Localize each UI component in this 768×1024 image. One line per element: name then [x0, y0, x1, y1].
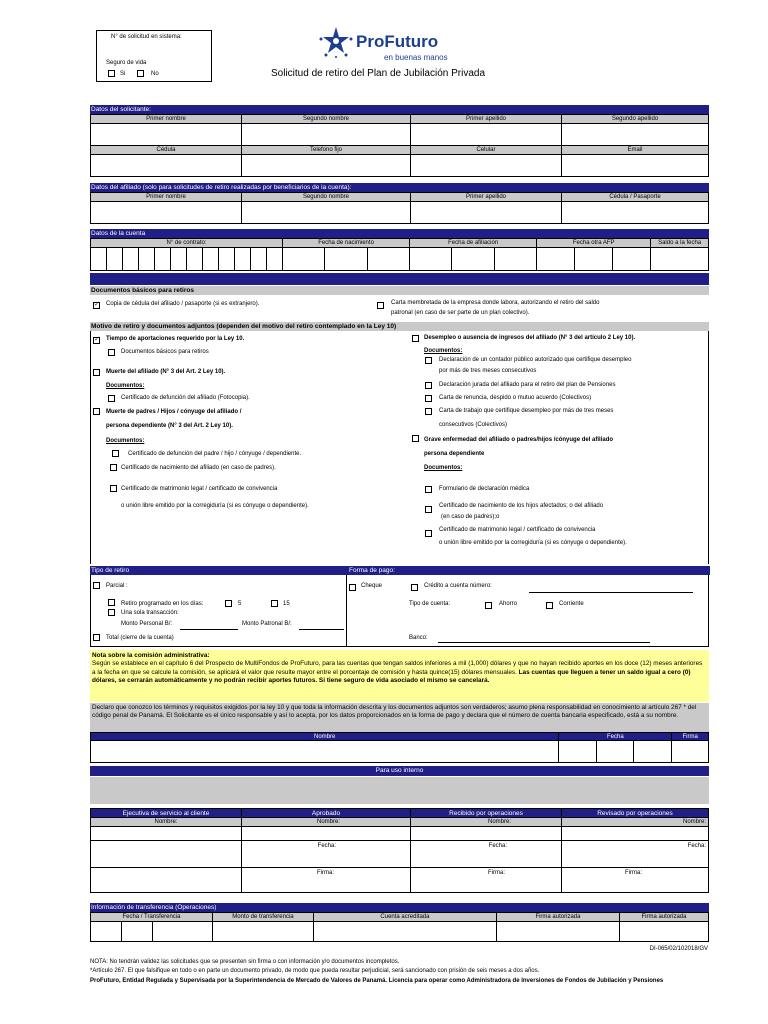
- footer-note: NOTA: No tendrán validez las solicitudes que se presenten sin firma o con información y/o documentos incompletos.: [90, 959, 400, 965]
- date-field[interactable]: [91, 851, 242, 868]
- affiliate-header: Cédula / Pasaporte: [562, 193, 709, 202]
- account-header: Fecha otra AFP: [537, 239, 651, 248]
- contract-digit-field[interactable]: [219, 248, 235, 271]
- reasons-box: [90, 331, 709, 564]
- marriage-cert-checkbox[interactable]: [110, 485, 117, 492]
- child-birth-cert-checkbox[interactable]: [425, 506, 432, 513]
- internal-approvals-table: [90, 808, 709, 893]
- declaration-name-header: Nombre: [91, 733, 559, 741]
- affiliate-id-field[interactable]: [562, 202, 709, 224]
- reasons-title: Motivo de retiro y documentos adjuntos (dependen del motivo del retiro contemplado en la Ley 10): [90, 322, 709, 331]
- checking-checkbox[interactable]: [546, 602, 553, 609]
- bank-field[interactable]: [438, 642, 650, 643]
- request-info-box: [96, 30, 212, 82]
- medical-form-label: Formulario de declaración médica: [439, 486, 530, 492]
- signature-field[interactable]: [411, 878, 562, 893]
- unemployment-checkbox[interactable]: [412, 335, 419, 342]
- resignation-letter-label: Carta de renuncia, despido o mutuo acuerdo (Colectivos): [439, 395, 592, 401]
- accountant-declaration-checkbox[interactable]: [425, 357, 432, 364]
- contract-digit-field[interactable]: [251, 248, 267, 271]
- admin-fee-title: Nota sobre la comisión administrativa:: [92, 652, 210, 659]
- name-field[interactable]: [91, 827, 242, 841]
- declaration-signature-field[interactable]: [672, 741, 709, 763]
- transfer-amount-field[interactable]: [212, 922, 313, 942]
- contributions-time-checkbox[interactable]: [93, 337, 100, 344]
- marriage-cert-label-1: Certificado de matrimonio legal / certificado de convivencia: [121, 486, 278, 492]
- account-header: Fecha de nacimiento: [283, 239, 410, 248]
- accountant-declaration-label-2: por más de tres meses consecutivos: [439, 368, 537, 374]
- date-field[interactable]: [562, 851, 709, 868]
- contract-digit-field[interactable]: [171, 248, 187, 271]
- parent-death-checkbox[interactable]: [93, 408, 100, 415]
- account-header: Saldo a la fecha: [651, 239, 709, 248]
- transfer-month-field[interactable]: [122, 922, 153, 942]
- birth-date-day-field[interactable]: [283, 248, 325, 271]
- basic-docs-reason-label: Documentos básicos para retiros: [121, 349, 209, 355]
- admin-fee-bold-text: Las cuentas que lleguen a tener un saldo igual a cero (0) dólares, se cerrarán automáticamente y no podrán recibir aportes futuros. Si tiene seguro de vida asociado el mismo se cancelará.: [92, 668, 691, 685]
- total-label: Total (cierre de la cuenta): [106, 635, 174, 641]
- footer-entity: ProFuturo, Entidad Regulada y Supervisada por la Superintendencia de Mercado de Valores de Panamá. Licencia para operar como Administradora de Inversiones de Fondos de Jubilación y Pensiones: [90, 978, 664, 984]
- marriage-cert-right-label-2: o unión libre emitido por la corregiduría (si es cónyuge o dependiente).: [439, 540, 627, 546]
- programmed-label: Retiro programado en los días:: [121, 601, 204, 607]
- withdrawal-type-title: Tipo de retiro: [90, 566, 347, 575]
- applicant-header: Telefono fijo: [242, 146, 411, 155]
- employer-amount-label: Monto Patronal B/:: [242, 621, 292, 627]
- child-birth-cert-label-1: Certificado de nacimiento de los hijos afectados; o del afiliado: [439, 503, 604, 509]
- payment-box: [346, 575, 709, 647]
- medical-form-checkbox[interactable]: [425, 486, 432, 493]
- work-letter-label-2: consecutivos (Colectivos): [439, 422, 508, 428]
- name-label: Nombre:: [411, 818, 562, 827]
- account-number-field[interactable]: [529, 592, 693, 593]
- death-cert-label: Certificado de defunción del afiliado (Fotocopia).: [121, 395, 250, 401]
- form-title: Solicitud de retiro del Plan de Jubilación Privada: [271, 68, 486, 79]
- parent-death-docs-label: Documentos:: [106, 438, 145, 444]
- name-field[interactable]: [562, 827, 709, 841]
- name-label: Nombre:: [242, 818, 411, 827]
- affiliation-date-day-field[interactable]: [410, 248, 452, 271]
- checking-label: Corriente: [559, 601, 584, 607]
- basic-docs-title: Documentos básicos para retiros: [90, 286, 709, 295]
- affiliation-date-month-field[interactable]: [452, 248, 494, 271]
- applicant-second-surname-field[interactable]: [562, 124, 709, 146]
- child-birth-cert-label-2: (en caso de padres);o: [441, 514, 500, 520]
- parent-death-label-2: persona dependiente (N° 3 del Art. 2 Ley 10).: [106, 423, 233, 429]
- declaration-date-header: Fecha: [559, 733, 672, 741]
- transfer-table: [90, 912, 709, 942]
- bank-label: Banco:: [409, 635, 428, 641]
- other-afp-date-day-field[interactable]: [537, 248, 575, 271]
- date-label: Fecha:: [562, 841, 709, 851]
- name-label: Nombre:: [562, 818, 709, 827]
- account-type-label: Tipo de cuenta:: [409, 601, 451, 607]
- applicant-header: Cédula: [91, 146, 242, 155]
- day-5-label: 5: [238, 601, 242, 607]
- sworn-statement-checkbox[interactable]: [425, 382, 432, 389]
- programmed-checkbox[interactable]: [108, 599, 115, 606]
- illness-checkbox[interactable]: [412, 435, 419, 442]
- brand-name: ProFuturo: [356, 32, 439, 51]
- contract-digit-field[interactable]: [203, 248, 219, 271]
- applicant-header: Email: [562, 146, 709, 155]
- unemployment-label: Desempleo o ausencia de ingresos del afiliado (N° 3 del artículo 2 Ley 10).: [424, 335, 636, 341]
- declaration-signature-header: Firma: [672, 733, 709, 741]
- company-letter-checkbox[interactable]: [377, 302, 384, 309]
- affiliate-header: Segundo nombre: [242, 193, 411, 202]
- other-afp-date-year-field[interactable]: [613, 248, 651, 271]
- resignation-letter-checkbox[interactable]: [425, 395, 432, 402]
- separator-bar: [90, 273, 709, 285]
- admin-fee-text: Según se establece en el capítulo 6 del Prospecto de MultiFondos de ProFuturo, para las cuentas que tengan saldos inferiores a mil (1,000) dólares y que no hayan recibido aportes en los doce (12) meses anteriores a la fecha en que se calcule la comisión, se aplicará el valor que resulte mayor entre el porcentaje de comisión y hasta quince(15) dólares mensuales.: [92, 660, 703, 676]
- transfer-header: Fecha / Transferencia: [91, 913, 213, 922]
- life-insurance-yes-checkbox[interactable]: [108, 70, 115, 77]
- contract-digit-field[interactable]: [155, 248, 171, 271]
- account-header: Fecha de afiliación: [410, 239, 537, 248]
- contract-digit-field[interactable]: [91, 248, 107, 271]
- cheque-label: Cheque: [361, 583, 383, 589]
- contract-digit-field[interactable]: [139, 248, 155, 271]
- profuturo-star-logo-icon: [318, 26, 354, 58]
- internal-use-title: Para uso interno: [90, 766, 709, 776]
- footer-article: *Artículo 267. El que falsifique en todo o en parte un documento privado, de modo que pueda resultar perjudicial, será sancionado con prisión de seis meses a dos años.: [90, 968, 540, 974]
- transfer-header: Monto de transferencia: [212, 913, 313, 922]
- transfer-header: Firma autorizada: [496, 913, 619, 922]
- no-label: No: [151, 71, 159, 77]
- transfer-day-field[interactable]: [91, 922, 122, 942]
- date-field[interactable]: [242, 851, 411, 868]
- affiliate-section-title: Datos del afiliado (solo para solicitudes de retiro realizadas por beneficiarios de la cuenta):: [90, 183, 709, 192]
- signature-field[interactable]: [562, 878, 709, 893]
- accountant-declaration-label-1: Declaración de un contador público autorizado que certifique desempleo: [439, 357, 632, 363]
- other-afp-date-month-field[interactable]: [575, 248, 613, 271]
- applicant-phone-field[interactable]: [242, 155, 411, 177]
- signature-label: Firma:: [411, 868, 562, 878]
- applicant-header: Primer nombre: [91, 115, 242, 124]
- transfer-year-field[interactable]: [153, 922, 213, 942]
- declaration-day-field[interactable]: [559, 741, 597, 763]
- credit-checkbox[interactable]: [411, 584, 418, 591]
- internal-column-header: Recibido por operaciones: [411, 809, 562, 818]
- transfer-header: Cuenta acreditada: [313, 913, 496, 922]
- applicant-second-name-field[interactable]: [242, 124, 411, 146]
- authorized-signature-field[interactable]: [619, 922, 708, 942]
- balance-field[interactable]: [651, 248, 709, 271]
- signature-label: Firma:: [242, 868, 411, 878]
- admin-fee-note: [90, 650, 709, 702]
- personal-amount-label: Monto Personal B/:: [121, 621, 173, 627]
- applicant-section-title: Datos del solicitante:: [90, 105, 709, 114]
- affiliate-header: Primer apellido: [411, 193, 562, 202]
- marriage-cert-label-2: o unión libre emitido por la corregiduría (si es cónyuge o dependiente).: [121, 503, 309, 509]
- applicant-id-field[interactable]: [91, 155, 242, 177]
- account-section-title: Datos de la cuenta: [90, 229, 709, 238]
- company-letter-label-1: Carta membretada de la empresa donde labora, autorizando el retiro del saldo: [391, 300, 600, 306]
- basic-docs-reason-checkbox[interactable]: [108, 349, 115, 356]
- internal-column-header: Aprobado: [242, 809, 411, 818]
- declaration-year-field[interactable]: [634, 741, 672, 763]
- illness-label-1: Grave enfermedad del afiliado o padres/hijos /cónyuge del afiliado: [424, 437, 614, 443]
- sworn-statement-label: Declaración jurada del afiliado para el retiro del plan de Pensiones: [439, 382, 616, 388]
- applicant-email-field[interactable]: [562, 155, 709, 177]
- savings-checkbox[interactable]: [485, 602, 492, 609]
- death-cert-checkbox[interactable]: [108, 395, 115, 402]
- declaration-text: Declaro que conozco los términos y requisitos exigidos por la ley 10 y que toda la información descrita y los documentos adjuntos son verdaderos; asumo plena responsabilidad en conocimiento al artículo 267 * del código penal de Panamá. El Solicitante es el único responsable y así lo acepta, por los datos proporcionados en la forma de pago y declara que el número de cuenta bancaria especificado, está a su nombre.: [90, 703, 709, 732]
- form-code: DI-065/02/102018/GV: [649, 946, 708, 952]
- affiliate-surname-field[interactable]: [411, 202, 562, 224]
- declaration-month-field[interactable]: [597, 741, 634, 763]
- death-label: Muerte del afiliado (N° 3 del Art. 2 Ley 10).: [106, 369, 226, 375]
- partial-label: Parcial :: [106, 583, 128, 589]
- day-15-checkbox[interactable]: [271, 600, 278, 607]
- single-transaction-label: Una sola transacción:: [121, 610, 179, 616]
- signature-field[interactable]: [91, 878, 242, 893]
- name-field[interactable]: [411, 827, 562, 841]
- birth-date-month-field[interactable]: [325, 248, 367, 271]
- illness-docs-label: Documentos:: [424, 465, 463, 471]
- date-label: Fecha:: [242, 841, 411, 851]
- work-letter-checkbox[interactable]: [425, 408, 432, 415]
- date-field[interactable]: [411, 851, 562, 868]
- transfer-header: Firma autorizada: [619, 913, 708, 922]
- work-letter-label-1: Carta de trabajo que certifique desempleo por más de tres meses: [439, 408, 614, 414]
- declaration-name-field[interactable]: [91, 741, 559, 763]
- illness-label-2: persona dependiente: [424, 451, 485, 457]
- total-checkbox[interactable]: [93, 634, 100, 641]
- personal-amount-field[interactable]: [180, 629, 238, 630]
- life-insurance-label: Seguro de vida: [106, 60, 147, 66]
- authorized-signature-field[interactable]: [496, 922, 619, 942]
- signature-label: Firma:: [562, 868, 709, 878]
- contract-digit-field[interactable]: [107, 248, 123, 271]
- parent-death-cert-checkbox[interactable]: [112, 450, 119, 457]
- internal-column-header: Revisado por operaciones: [562, 809, 709, 818]
- id-copy-checkbox[interactable]: [93, 302, 100, 309]
- single-transaction-checkbox[interactable]: [108, 609, 115, 616]
- death-checkbox[interactable]: [93, 369, 100, 376]
- contract-digit-field[interactable]: [267, 248, 283, 271]
- credited-account-field[interactable]: [313, 922, 496, 942]
- account-header: N° de contrato:: [91, 239, 283, 248]
- birth-date-year-field[interactable]: [367, 248, 409, 271]
- contract-digit-field[interactable]: [187, 248, 203, 271]
- parent-death-cert-label: Certificado de defunción del padre / hijo / cónyuge / dependiente.: [128, 451, 302, 457]
- affiliate-table: [90, 192, 709, 224]
- date-label: Fecha:: [411, 841, 562, 851]
- payment-method-title: Forma de pago:: [347, 566, 710, 575]
- contributions-time-label: Tiempo de aportaciones requerido por la Ley 10.: [106, 336, 245, 342]
- request-number-label: N° de solicitud en sistema:: [111, 34, 182, 40]
- savings-label: Ahorro: [499, 601, 518, 607]
- account-table: [90, 238, 709, 271]
- credit-label: Crédito a cuenta número:: [424, 583, 492, 589]
- life-insurance-no-checkbox[interactable]: [137, 70, 144, 77]
- name-field[interactable]: [242, 827, 411, 841]
- day-15-label: 15: [283, 601, 290, 607]
- internal-column-header: Ejecutiva de servicio al cliente: [91, 809, 242, 818]
- id-copy-label: Copia de cédula del afiliado / pasaporte (si es extranjero).: [106, 301, 260, 307]
- applicant-table: [90, 114, 709, 177]
- contract-digit-field[interactable]: [123, 248, 139, 271]
- yes-label: Si: [120, 71, 126, 77]
- parent-death-label-1: Muerte de padres / Hijos / cónyuge del afiliado /: [106, 409, 242, 415]
- applicant-header: Segundo nombre: [242, 115, 411, 124]
- partial-checkbox[interactable]: [93, 582, 100, 589]
- affiliate-header: Primer nombre: [91, 193, 242, 202]
- marriage-cert-right-label-1: Certificado de matrimonio legal / certificado de convivencia: [439, 527, 596, 533]
- brand-tagline: en buenas manos: [384, 53, 448, 62]
- name-label: Nombre:: [91, 818, 242, 827]
- contract-digit-field[interactable]: [235, 248, 251, 271]
- unemployment-docs-label: Documentos:: [424, 348, 463, 354]
- transfer-section-title: Información de transferencia (Operaciones): [90, 903, 709, 912]
- marriage-cert-right-checkbox[interactable]: [425, 530, 432, 537]
- affiliate-second-name-field[interactable]: [242, 202, 411, 224]
- day-5-checkbox[interactable]: [225, 600, 232, 607]
- affiliation-date-year-field[interactable]: [494, 248, 536, 271]
- employer-amount-field[interactable]: [299, 629, 344, 630]
- applicant-first-name-field[interactable]: [91, 124, 242, 146]
- applicant-header: Primer apellido: [411, 115, 562, 124]
- affiliate-first-name-field[interactable]: [91, 202, 242, 224]
- declaration-signature-table: [90, 732, 709, 763]
- cheque-checkbox[interactable]: [349, 584, 356, 591]
- affiliate-birth-cert-checkbox[interactable]: [110, 464, 117, 471]
- internal-use-area: [90, 777, 709, 804]
- applicant-first-surname-field[interactable]: [411, 124, 562, 146]
- applicant-mobile-field[interactable]: [411, 155, 562, 177]
- death-docs-label: Documentos:: [106, 383, 145, 389]
- signature-field[interactable]: [242, 878, 411, 893]
- company-letter-label-2: patronal (en caso de ser parte de un plan colectivo).: [391, 310, 530, 316]
- affiliate-birth-cert-label: Certificado de nacimiento del afiliado (en caso de padres).: [121, 465, 276, 471]
- applicant-header: Celular: [411, 146, 562, 155]
- applicant-header: Segundo apellido: [562, 115, 709, 124]
